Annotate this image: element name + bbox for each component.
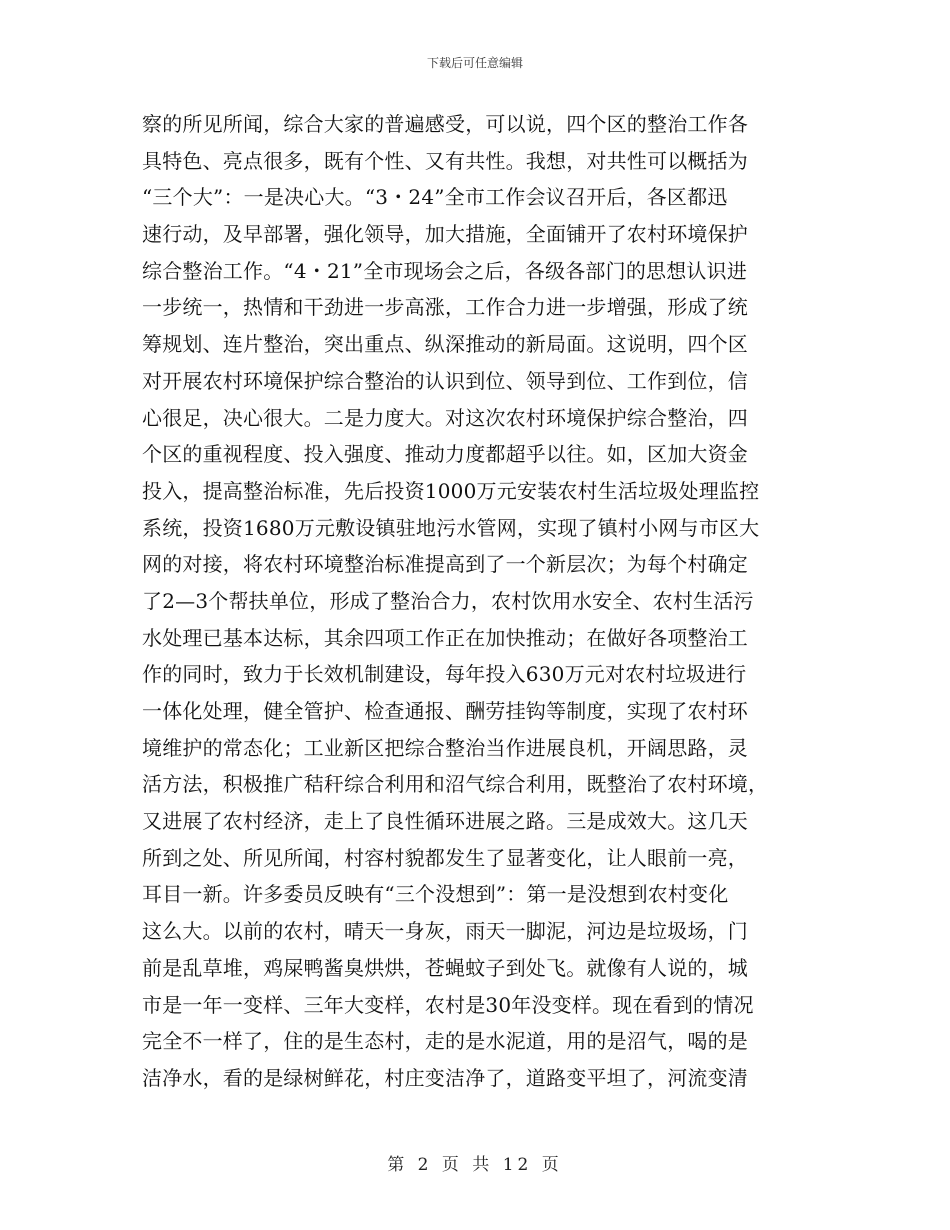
body-line: 综合整治工作。“4・21”全市现场会之后，各级各部门的思想认识进 [142, 258, 748, 283]
body-line: 察的所见所闻，综合大家的普遍感受，可以说，四个区的整治工作各 [142, 112, 748, 136]
body-line: 洁净水，看的是绿树鲜花，村庄变洁净了，道路变平坦了，河流变清 [142, 1065, 748, 1090]
page-number-footer: 第 2 页 共 12 页 [387, 1155, 563, 1175]
body-line: 速行动，及早部署，强化领导，加大措施，全面铺开了农村环境保护 [142, 222, 748, 247]
page-header-note: 下载后可任意编辑 [426, 56, 523, 70]
body-line: 前是乱草堆，鸡屎鸭酱臭烘烘，苍蝇蚊子到处飞。就像有人说的，城 [142, 955, 748, 980]
body-line: “三个大”：一是决心大。“3・24”全市工作会议召开后，各区都迅 [142, 185, 728, 210]
body-line: 心很足，决心很大。二是力度大。对这次农村环境保护综合整治，四 [142, 405, 748, 430]
body-line: 系统，投资1680万元敷设镇驻地污水管网，实现了镇村小网与市区大 [142, 515, 760, 540]
body-line: 个区的重视程度、投入强度、推动力度都超乎以往。如，区加大资金 [142, 442, 748, 467]
body-line: 这么大。以前的农村，晴天一身灰，雨天一脚泥，河边是垃圾场，门 [142, 919, 748, 944]
body-line: 一步统一，热情和干劲进一步高涨，工作合力进一步增强，形成了统 [142, 295, 748, 320]
body-line: 活方法，积极推广秸秆综合利用和沼气综合利用，既整治了农村环境， [142, 772, 769, 797]
body-line: 对开展农村环境保护综合整治的认识到位、领导到位、工作到位，信 [142, 368, 748, 393]
body-line: 水处理已基本达标，其余四项工作正在加快推动；在做好各项整治工 [142, 625, 748, 650]
body-line: 所到之处、所见所闻，村容村貌都发生了显著变化，让人眼前一亮， [142, 845, 748, 870]
body-line: 又进展了农村经济，走上了良性循环进展之路。三是成效大。这几天 [142, 809, 748, 834]
body-line: 境维护的常态化；工业新区把综合整治当作进展良机，开阔思路，灵 [142, 735, 748, 760]
body-line: 投入，提高整治标准，先后投资1000万元安装农村生活垃圾处理监控 [142, 478, 760, 503]
body-line: 一体化处理，健全管护、检查通报、酬劳挂钩等制度，实现了农村环 [142, 699, 748, 723]
document-body [142, 106, 804, 1097]
body-line: 网的对接，将农村环境整治标准提高到了一个新层次；为每个村确定 [142, 552, 748, 577]
body-line: 筹规划、连片整治，突出重点、纵深推动的新局面。这说明，四个区 [142, 332, 748, 357]
body-line: 了2—3个帮扶单位，形成了整治合力，农村饮用水安全、农村生活污 [142, 588, 754, 613]
body-line: 耳目一新。许多委员反映有“三个没想到”：第一是没想到农村变化 [142, 882, 729, 907]
body-line: 作的同时，致力于长效机制建设，每年投入630万元对农村垃圾进行 [142, 662, 747, 687]
body-line: 市是一年一变样、三年大变样，农村是30年没变样。现在看到的情况 [142, 992, 754, 1017]
body-line: 完全不一样了，住的是生态村，走的是水泥道，用的是沼气，喝的是 [142, 1029, 748, 1054]
body-line: 具特色、亮点很多，既有个性、又有共性。我想，对共性可以概括为 [142, 148, 748, 173]
